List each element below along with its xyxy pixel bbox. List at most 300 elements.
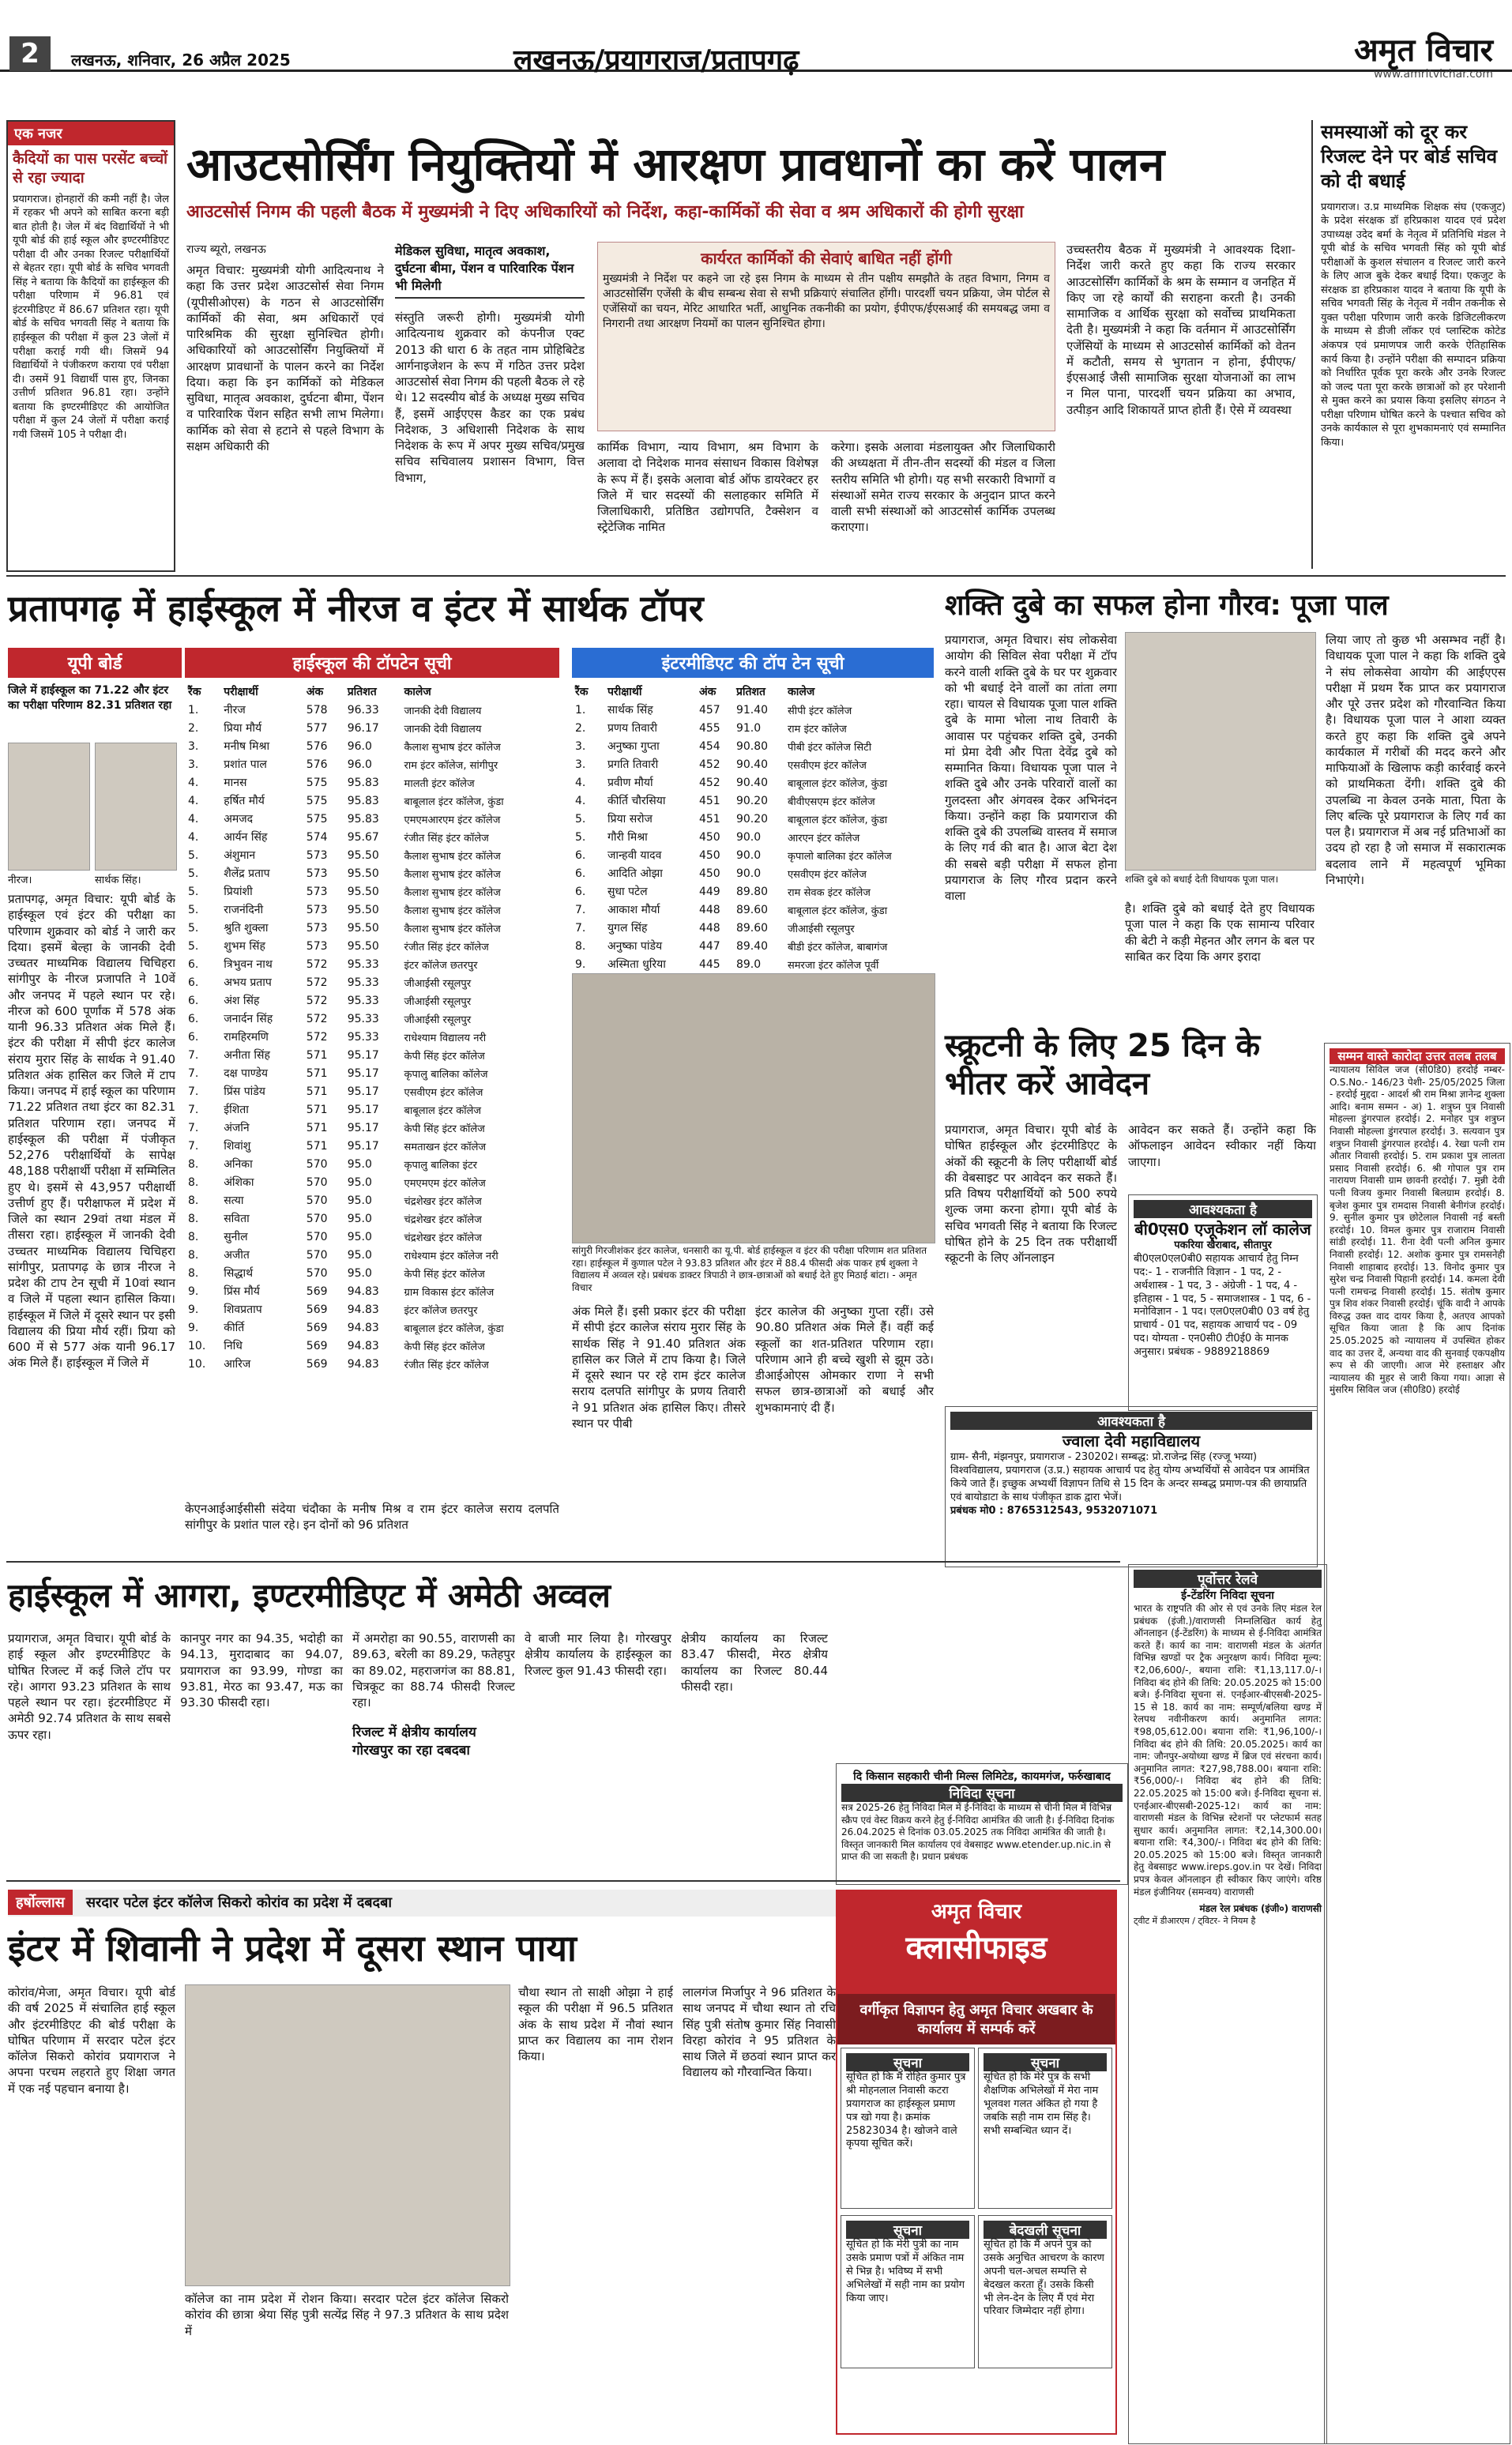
percent-cell: 95.0: [347, 1230, 372, 1243]
col-college: कालेज: [404, 686, 431, 698]
percent-cell: 95.33: [347, 1012, 379, 1025]
hs-row: [185, 1209, 559, 1228]
percent-cell: 94.83: [347, 1321, 379, 1334]
percent-cell: 95.50: [347, 848, 379, 862]
ad1-head: आवश्यकता है: [1134, 1200, 1312, 1218]
student-cell: अंजनि: [224, 1122, 250, 1134]
marks-cell: 569: [306, 1321, 328, 1334]
inter-row: [572, 737, 934, 755]
rank-cell: 3.: [575, 758, 586, 771]
group-photo-caption: सांगुरी गिरजीशंकर इंटर कालेज, धनसारी का यू.पी. बोर्ड हाईस्कूल व इंटर की परीक्षा परिणाम शत प्रतिशत रहा। हाईस्कूल में कुणाल पटेल ने 93.83 प्रतिशत और इंटर में 88.4 फीसदी अंक पाकर हर्ष शुक्ला ने विद्यालय में अव्वल रहे। प्रबंधक डाक्टर त्रिपाठी ने छात्र-छात्राओं को बधाई देते हुए मिठाई बांटा। - अमृत विचार: [572, 1245, 927, 1293]
rank-cell: 6.: [575, 848, 586, 862]
hs-row: [185, 991, 559, 1010]
student-cell: अस्मिता धुरिया: [607, 958, 666, 971]
rank-cell: 1.: [188, 703, 199, 717]
shakti-headline: शक्ति दुबे का सफल होना गौरव: पूजा पाल: [945, 589, 1389, 622]
percent-cell: 95.50: [347, 885, 379, 898]
marks-cell: 452: [698, 776, 720, 789]
marks-cell: 571: [306, 1103, 328, 1116]
marks-cell: 578: [306, 703, 328, 717]
lead-headline: आउटसोर्सिंग नियुक्तियों में आरक्षण प्रावधानों का करें पालन: [186, 137, 1165, 191]
college-cell: चंद्रशेखर इंटर कॉलेज: [404, 1232, 482, 1244]
rank-cell: 2.: [188, 721, 199, 735]
student-cell: मानस: [224, 777, 247, 789]
percent-cell: 94.83: [347, 1303, 379, 1316]
hs-row: [185, 701, 559, 719]
college-cell: बाबूलाल इंटर कॉलेज, कुंडा: [787, 777, 888, 790]
inter-row: [572, 773, 934, 792]
college-cell: राम इंटर कॉलेज: [787, 723, 847, 735]
student-cell: सुधा पटेल: [607, 886, 648, 898]
sugar-body: सत्र 2025-26 हेतु निविदा मिल में ई-निविदा के माध्यम से चीनी मिल में विभिन्न स्क्रैप एवं वेस्ट विक्रय करने हेतु ई-निविदा आमंत्रित की जाती है। ई-निविदा दिनांक 26.04.2025 से दिनांक 03.05.2025 तक निविदा आमंत्रित की जाती है। विस्तृत जानकारी मिल कार्यालय एवं वेबसाइट www.etender.up.nic.in से प्राप्त की जा सकती है। प्रधान प्रबंधक: [841, 1802, 1115, 1863]
rank-cell: 7.: [188, 1121, 199, 1134]
college-cell: मालती इंटर कॉलेज: [404, 777, 475, 790]
college-cell: कैलाश सुभाष इंटर कॉलेज: [404, 741, 501, 754]
agra-body-1: प्रयागराज, अमृत विचार। यूपी बोर्ड के हाई स्कूल और इण्टरमीडिएट के घोषित रिजल्ट में कई जिले टॉप पर रहे। आगरा 93.23 प्रतिशत के साथ पहले स्थान पर रहा। इंटरमीडिएट में अमेठी 92.74 प्रतिशत के साथ सबसे ऊपर रहा।: [8, 1631, 171, 1742]
inter-toppers-table: [572, 648, 934, 1010]
inter-row: [572, 719, 934, 737]
brand-url[interactable]: www.amritvichar.com: [1373, 68, 1493, 81]
student-cell: अनुष्का गुप्ता: [607, 740, 660, 753]
hs-row: [185, 1246, 559, 1264]
koraon-strap: सरदार पटेल इंटर कॉलेज सिकरो कोरांव का प्रदेश में दबदबा: [85, 1894, 393, 1911]
college-cell: एसवीएम इंटर कॉलेज: [787, 759, 867, 772]
percent-cell: 95.33: [347, 957, 379, 971]
hs-row: [185, 828, 559, 846]
agra-headline: हाईस्कूल में आगरा, इण्टरमीडिएट में अमेठी अव्वल: [8, 1576, 611, 1615]
hs-row: [185, 973, 559, 991]
bedakhali-notice: [978, 2215, 1112, 2368]
college-cell: बाबूलाल इंटर कॉलेज, कुंडा: [404, 1322, 504, 1335]
scrutiny-body-1: प्रयागराज, अमृत विचार। यूपी बोर्ड के घोषित हाईस्कूल और इंटरमीडिएट के अंकों की स्क्रूटनी के लिए परीक्षार्थी बोर्ड की वेबसाइट पर आवेदन कर सकते हैं। प्रति विषय परीक्षार्थियों को 500 रुपये शुल्क जमा करना होगा। यूपी बोर्ड के सचिव भगवती सिंह ने बताया कि रिजल्ट घोषित होने के 25 दिन तक परीक्षार्थी स्क्रूटनी के लिए ऑनलाइन: [945, 1123, 1117, 1265]
marks-cell: 569: [306, 1285, 328, 1298]
rank-cell: 6.: [188, 976, 199, 989]
marks-cell: 451: [698, 812, 720, 826]
student-cell: गौरी मिश्रा: [607, 831, 648, 844]
student-cell: शुभम सिंह: [224, 940, 265, 953]
rank-cell: 8.: [575, 939, 586, 953]
classified-section: [836, 1890, 1117, 2435]
percent-cell: 95.0: [347, 1157, 372, 1171]
percent-cell: 90.0: [735, 830, 762, 844]
col-marks: अंक: [306, 686, 324, 698]
hs-table-header: [185, 683, 559, 701]
rank-cell: 5.: [188, 867, 199, 880]
shakti-photo: [1125, 632, 1316, 871]
student-cell: कीर्ति चौरसिया: [607, 795, 666, 807]
student-cell: त्रिभुवन नाथ: [224, 958, 273, 971]
student-cell: सविता: [224, 1213, 250, 1225]
ek-nazar-headline: कैदियों का पास परसेंट बच्चों से रहा ज्यादा: [13, 150, 168, 186]
student-photo-neeraj: [8, 743, 90, 871]
student-cell: प्रगति तिवारी: [607, 758, 659, 771]
col-percent: प्रतिशत: [347, 686, 377, 698]
college-cell: कैलाश सुभाष इंटर कॉलेज: [404, 905, 501, 917]
college-cell: केपी सिंह इंटर कॉलेज: [404, 1268, 485, 1281]
college-cell: केपी सिंह इंटर कॉलेज: [404, 1341, 485, 1353]
percent-cell: 95.0: [347, 1175, 372, 1189]
rank-cell: 4.: [575, 794, 586, 807]
college-cell: एमएमएम इंटर कॉलेज: [404, 1177, 486, 1190]
percent-cell: 95.33: [347, 994, 379, 1007]
student-cell: अनीता सिंह: [224, 1049, 270, 1062]
percent-cell: 90.0: [735, 848, 762, 862]
student-cell: प्रिंस मौर्य: [224, 1285, 260, 1298]
rank-cell: 3.: [575, 739, 586, 753]
hs-row: [185, 846, 559, 864]
student-cell: प्रशांत पाल: [224, 758, 267, 771]
agra-body-4: वे बाजी मार लिया है। गोरखपुर क्षेत्रीय कार्यालय के हाईस्कूल का रिजल्ट कुल 91.43 फीसदी रहा।: [525, 1631, 671, 1678]
col-percent: प्रतिशत: [735, 686, 766, 698]
hs-row: [185, 1100, 559, 1119]
rank-cell: 5.: [188, 921, 199, 935]
inter-row: [572, 955, 934, 973]
rank-cell: 6.: [188, 1030, 199, 1044]
suchna-3-body: सूचित हो कि मेरी पुत्री का नाम उसके प्रमाण पत्रों में अंकित नाम से भिन्न है। भविष्य में सभी अभिलेखों में सही नाम का प्रयोग किया जाए।: [846, 2239, 965, 2304]
marks-cell: 572: [306, 1012, 328, 1025]
college-cell: चंद्रशेखर इंटर कॉलेज: [404, 1213, 482, 1226]
college-cell: कैलाश सुभाष इंटर कॉलेज: [404, 923, 501, 935]
rank-cell: 8.: [188, 1230, 199, 1243]
percent-cell: 95.50: [347, 903, 379, 916]
pratapgarh-mid-col-1: अंक मिले हैं। इसी प्रकार इंटर की परीक्षा में सीपी इंटर कालेज संराय मुरार सिंह के सार्थक सिंह ने 91.40 प्रतिशत अंक हासिल कर जिले में टाप किया है। जिले में दूसरे स्थान पर रहे राम इंटर कालेज सराय दलपति सांगीपुर के प्रणय तिवारी ने 91 प्रतिशत अंक हासिल किए। तीसरे स्थान पर पीबी: [572, 1304, 746, 1431]
marks-cell: 575: [306, 794, 328, 807]
percent-cell: 95.17: [347, 1139, 379, 1153]
rank-cell: 5.: [575, 812, 586, 826]
student-cell: अंश सिंह: [224, 995, 260, 1007]
suchna-1-body: सूचित हो कि मैं रोहित कुमार पुत्र श्री मोहनलाल निवासी कटरा प्रयागराज का हाईस्कूल प्रमाण पत्र खो गया है। क्रमांक 25823034 है। खोजने वाले कृपया सूचित करें।: [846, 2071, 966, 2150]
ek-nazar-label: एक नजर: [8, 122, 174, 145]
marks-cell: 452: [698, 758, 720, 771]
shakti-body-2: है। शक्ति दुबे को बधाई देते हुए विधायक पूजा पाल ने कहा कि एक सामान्य परिवार की बेटी ने कड़ी मेहनत और लगन के बल पर साबित कर दिया कि अगर इरादा: [1125, 901, 1315, 964]
rank-cell: 9.: [575, 957, 586, 971]
rank-cell: 10.: [188, 1357, 206, 1371]
rank-cell: 7.: [188, 1066, 199, 1080]
marks-cell: 449: [698, 885, 720, 898]
sammon-body: न्यायालय सिविल जज (सी0डि0) हरदोई नम्बर- O.S.No.- 146/23 पेशी- 25/05/2025 जिला - हरदोई मुद्ददा - आदर्श श्री राम मिश्रा ज्ञानेन्द्र शुक्ला आदि। बनाम सम्मन - अ) 1. शत्रुघ्न पुत्र निवासी मोहल्ला डुंगरपाल हरदोई। 2. मनोहर पुत्र शत्रुघ्न निवासी मोहल्ला डुंगरपाल हरदोई। 3. सत्यवान पुत्र शत्रुघ्न निवासी डुंगरपाल हरदोई। 4. रेखा पत्नी राम औतार निवासी हरदोई। 5. राम प्रकाश पुत्र लालता प्रसाद निवासी हरदोई। 6. श्री गोपाल पुत्र राम नारायण निवासी ग्राम छावनी हरदोई। 7. मुन्नी देवी पत्नी विजय कुमार निवासी बिलग्राम हरदोई। 8. बृजेश कुमार पुत्र रामदास निवासी बेनीगंज हरदोई। 9. सुनील कुमार पुत्र छोटेलाल निवासी नई बस्ती हरदोई। 10. विमल कुमार पुत्र राजाराम निवासी सांडी हरदोई। 11. रीना देवी पत्नी अनिल कुमार निवासी हरदोई। 12. अशोक कुमार पुत्र रामसनेही निवासी शाहाबाद हरदोई। 13. विनोद कुमार पुत्र सुरेश चन्द्र निवासी पिहानी हरदोई। 14. कमला देवी पत्नी रामचन्द्र निवासी हरदोई। 15. संतोष कुमार पुत्र शिव शंकर निवासी हरदोई। चूंकि वादी ने आपके विरुद्ध उक्त वाद दायर किया है, अतएव आपको सूचित किया जाता है कि आप दिनांक 25.05.2025 को न्यायालय में उपस्थित होकर वाद का उत्तर दें, अन्यथा वाद की सुनवाई एकपक्षीय रूप से की जाएगी। आज मेरे हस्ताक्षर और न्यायालय की मुहर से जारी किया गया। आज्ञा से मुंसरिम सिविल जज (सी0डि0) हरदोई: [1330, 1064, 1505, 1396]
percent-cell: 89.60: [735, 903, 769, 916]
college-cell: आरएन इंटर कॉलेज: [787, 832, 860, 844]
college-cell: राधेश्याम विद्यालय नरी: [404, 1032, 487, 1044]
college-cell: बाबूलाल इंटर कॉलेज, कुंडा: [404, 796, 504, 808]
inter-row: [572, 919, 934, 937]
rank-cell: 2.: [575, 721, 586, 735]
hs-row: [185, 1300, 559, 1318]
student-cell: आकाश मौर्या: [607, 904, 660, 916]
rank-cell: 10.: [188, 1339, 206, 1352]
hs-row: [185, 810, 559, 828]
rank-cell: 9.: [188, 1303, 199, 1316]
caption-neeraj: नीरज।: [8, 875, 32, 886]
college-cell: जीआईसी रसूलपुर: [404, 977, 472, 990]
rank-cell: 7.: [188, 1048, 199, 1062]
marks-cell: 573: [306, 867, 328, 880]
marks-cell: 450: [698, 848, 720, 862]
percent-cell: 95.83: [347, 812, 379, 826]
percent-cell: 94.83: [347, 1285, 379, 1298]
koraon-photo: [185, 1984, 510, 2286]
inter-table-title: इंटरमीडिएट की टॉप टेन सूची: [572, 648, 934, 678]
suchna-1-head: सूचना: [846, 2053, 969, 2071]
college-cell: जीआईसी रसूलपुर: [404, 1014, 472, 1026]
hs-row: [185, 792, 559, 810]
marks-cell: 450: [698, 830, 720, 844]
college-cell: एमएमआरएम इंटर कॉलेज: [404, 814, 501, 826]
lead-col-4: करेगा। इसके अलावा मंडलायुक्त और जिलाधिकारी की अध्यक्षता में तीन-तीन सदस्यों की मंडल व जिला स्तरीय समिति भी होगी। यह सभी सरकारी विभागों व संस्थाओं समेत राज्य सरकार के अनुदान प्राप्त करने वाली सभी संस्थाओं को आउटसोर्स कार्मिक उपलब्ध कराएगा।: [831, 440, 1055, 535]
rank-cell: 6.: [575, 867, 586, 880]
inter-row: [572, 901, 934, 919]
marks-cell: 451: [698, 794, 720, 807]
marks-cell: 575: [306, 776, 328, 789]
marks-cell: 448: [698, 921, 720, 935]
koraon-headline: इंटर में शिवानी ने प्रदेश में दूसरा स्थान पाया: [8, 1927, 577, 1969]
hs-row: [185, 1264, 559, 1282]
student-cell: शैलेंद्र प्रताप: [224, 867, 270, 880]
hs-row: [185, 882, 559, 901]
marks-cell: 572: [306, 994, 328, 1007]
lead-col-5: उच्चस्तरीय बैठक में मुख्यमंत्री ने आवश्यक दिशा-निर्देश जारी करते हुए कहा कि राज्य सरकार आउटसोर्सिंग कार्मिकों के श्रम के सम्मान व जनहित में किए जा रहे कार्यों की सराहना करती है। उनकी सामाजिक व आर्थिक सुरक्षा को सर्वोच्च प्राथमिकता देती है। मुख्यमंत्री ने कहा कि वर्तमान में आउटसोर्सिंग एजेंसियों के माध्यम से आउटसोर्स कार्मिकों को वेतन में कटौती, समय से भुगतान न होना, ईपीएफ/ईएसआई जैसी सामाजिक सुरक्षा योजनाओं का लाभ न मिल पाना, पारदर्शी चयन प्रक्रिया का अभाव, उत्पीड़न आदि शिकायतें प्राप्त होती हैं। ऐसे में व्यवस्था: [1066, 243, 1296, 417]
rank-cell: 9.: [188, 1285, 199, 1298]
divider: [6, 1561, 1120, 1563]
classified-banner: वर्गीकृत विज्ञापन हेतु अमृत विचार अखबार के कार्यालय में सम्पर्क करें: [837, 1994, 1115, 2044]
shakti-photo-caption: शक्ति दुबे को बधाई देती विधायक पूजा पाल।: [1125, 874, 1279, 885]
rank-cell: 5.: [188, 903, 199, 916]
marks-cell: 569: [306, 1303, 328, 1316]
lead-subheadline: आउटसोर्स निगम की पहली बैठक में मुख्यमंत्री ने दिए अधिकारियों को निर्देश, कहा-कार्मिकों की सेवा व श्रम अधिकारों की होगी सुरक्षा: [186, 202, 1024, 222]
college-cell: समरजा इंटर कॉलेज पूर्वी: [787, 959, 879, 972]
scrutiny-headline: स्क्रूटनी के लिए 25 दिन के भीतर करें आवेदन: [945, 1028, 1261, 1102]
student-cell: प्रणय तिवारी: [607, 722, 657, 735]
rank-cell: 8.: [188, 1194, 199, 1207]
hs-row: [185, 901, 559, 919]
scrutiny-body-2: आवेदन कर सकते हैं। उन्होंने कहा कि ऑफलाइन आवेदन स्वीकार नहीं किया जाएगा।: [1128, 1123, 1316, 1169]
student-cell: शिवप्रताप: [224, 1303, 262, 1316]
hs-row: [185, 1355, 559, 1373]
inter-row: [572, 828, 934, 846]
ad2-body: ग्राम- सैनी, मंझनपुर, प्रयागराज - 230202। सम्बद्ध: प्रो.राजेन्द्र सिंह (रज्जू भय्या) विश्वविद्यालय, प्रयागराज (उ.प्र.) सहायक आचार्य पद हेतु योग्य अभ्यर्थियों से आवेदन पत्र आमंत्रित किये जाते हैं। इच्छुक अभ्यर्थी विज्ञापन तिथि से 15 दिन के अन्दर सम्बद्ध प्रमाण-पत्र की छायाप्रति एवं बायोडाटा के साथ पंजीकृत डाक द्वारा भेजें।: [950, 1451, 1310, 1503]
college-cell: जानकी देवी विद्यालय: [404, 723, 482, 735]
student-cell: प्रियांशी: [224, 886, 253, 898]
college-cell: चंद्रशेखर इंटर कॉलेज: [404, 1195, 482, 1208]
student-cell: शिवांशु: [224, 1140, 251, 1153]
college-cell: इंटर कॉलेज छतरपुर: [404, 1304, 478, 1317]
marks-cell: 576: [306, 739, 328, 753]
shakti-body-1: प्रयागराज, अमृत विचार। संघ लोकसेवा आयोग की सिविल सेवा परीक्षा में टॉप करने वाली शक्ति दुबे के घर पर शुक्रवार को भी बधाई देने वालों का तांता लगा रहा। चायल से विधायक पूजा पाल शक्ति दुबे के मामा भोला नाथ तिवारी के आवास पर पहुंचकर शक्ति दुबे, उनकी मां प्रेमा देवी और पिता देवेंद्र दुबे को सम्मानित किया। विधायक पूजा पाल ने शक्ति दुबे और उनके परिवारों वालों का गुलदस्ता और अंगवस्त्र देकर अभिनंदन किया। उन्होंने कहा कि प्रयागराज की शक्ति दुबे की उपलब्धि वास्तव में समाज के लिए गर्व की बात है। आज बेटा देश की सबसे बड़ी परीक्षा में सफल होना प्रयागराज के लिए गौरव प्रदान करने वाला: [945, 633, 1117, 903]
percent-cell: 94.83: [347, 1357, 379, 1371]
rank-cell: 7.: [575, 903, 586, 916]
percent-cell: 95.0: [347, 1212, 372, 1225]
rank-cell: 8.: [188, 1248, 199, 1262]
percent-cell: 96.17: [347, 721, 379, 735]
hs-row: [185, 1191, 559, 1209]
rank-cell: 5.: [188, 848, 199, 862]
percent-cell: 95.50: [347, 867, 379, 880]
marks-cell: 570: [306, 1266, 328, 1280]
rail-body: भारत के राष्ट्रपति की ओर से एवं उनके लिए मंडल रेल प्रबंधक (इंजी.)/वाराणसी निम्नलिखित कार्य हेतु ऑनलाइन (ई-टेंडरिंग) के माध्यम से ई-निविदा आमंत्रित करते हैं। कार्य का नाम: वाराणसी मंडल के अंतर्गत विभिन्न खण्डों पर ट्रैक अनुरक्षण कार्य। निविदा मूल्य: ₹2,06,600/-, बयाना राशि: ₹1,13,117.0/-। निविदा बंद होने की तिथि: 20.05.2025 को 15:00 बजे। ई-निविदा सूचना सं. एनईआर-बीएसबी-2025-15 से 18. कार्य का नाम: सम्पूर्ण/बलिया खण्ड में रेलपथ नवीनीकरण कार्य। अनुमानित लागत: ₹98,05,612.00। बयाना राशि: ₹1,96,100/-। निविदा बंद होने की तिथि: 20.05.2025। कार्य का नाम: जौनपुर-अयोध्या खण्ड में ब्रिज एवं संरचना कार्य। अनुमानित लागत: ₹27,98,788.00। बयाना राशि: ₹56,000/-। निविदा बंद होने की तिथि: 22.05.2025 को 15:00 बजे। ई-निविदा सूचना सं. एनईआर-बीएसबी-2025-12। कार्य का नाम: वाराणसी मंडल के विभिन्न स्टेशनों पर प्लेटफार्म सतह सुधार कार्य। अनुमानित लागत: ₹2,14,300.00। बयाना राशि: ₹4,300/-। निविदा बंद होने की तिथि: 20.05.2025 को 15:00 बजे। विस्तृत जानकारी हेतु वेबसाइट www.ireps.gov.in पर देखें। निविदा प्रपत्र केवल ऑनलाइन ही स्वीकार किए जाएंगे। वरिष्ठ मंडल इंजीनियर (समन्वय) वाराणसी: [1134, 1603, 1322, 1898]
marks-cell: 571: [306, 1121, 328, 1134]
student-cell: मनीष मिश्रा: [224, 740, 270, 753]
rank-cell: 6.: [575, 885, 586, 898]
hs-row: [185, 1046, 559, 1064]
college-cell: पीबी इंटर कॉलेज सिटी: [787, 741, 872, 754]
college-cell: कैलाश सुभाष इंटर कॉलेज: [404, 850, 501, 863]
marks-cell: 571: [306, 1139, 328, 1153]
bedakhali-body: सूचित हो कि मैं अपने पुत्र को उसके अनुचित आचरण के कारण अपनी चल-अचल सम्पत्ति से बेदखल करता हूँ। उसके किसी भी लेन-देन के लिए मैं एवं मेरा परिवार जिम्मेदार नहीं होगा।: [984, 2239, 1104, 2318]
student-cell: निधि: [224, 1340, 243, 1352]
student-cell: प्रिया मौर्य: [224, 722, 262, 735]
rank-cell: 9.: [188, 1321, 199, 1334]
marks-cell: 573: [306, 885, 328, 898]
lead-callout: मेडिकल सुविधा, मातृत्व अवकाश, दुर्घटना बीमा, पेंशन व पारिवारिक पेंशन भी मिलेगी: [395, 242, 585, 299]
marks-cell: 573: [306, 939, 328, 953]
college-cell: रंजीत सिंह इंटर कॉलेज: [404, 941, 489, 954]
student-cell: जनार्दन सिंह: [224, 1013, 273, 1025]
percent-cell: 90.40: [735, 776, 769, 789]
suchna-2-head: सूचना: [984, 2053, 1107, 2071]
student-cell: आर्यन सिंह: [224, 831, 268, 844]
hs-row: [185, 737, 559, 755]
student-cell: सिद्धार्थ: [224, 1267, 254, 1280]
caption-sarthak: सार्थक सिंह।: [95, 875, 141, 886]
lead-sidebar-body: मुख्यमंत्री ने निर्देश पर कहने जा रहे इस निगम के माध्यम से तीन पक्षीय समझौते के तहत विभाग, निगम व आउटसोर्सिंग एजेंसी के बीच सम्बन्ध सेवा से सभी प्रक्रियाएं संचालित होंगी। पारदर्शी चयन प्रक्रिया, जेम पोर्टल से एजेंसियों का चयन, मेरिट आधारित भर्ती, आधुनिक तकनीकी का प्रयोग, ईपीएफ/ईएसआई की समयबद्ध जमा व निगरानी तथा आरक्षण नियमों का पालन सुनिश्चित होगा।: [603, 273, 1050, 330]
agra-body-5: क्षेत्रीय कार्यालय का रिजल्ट 83.47 फीसदी, मेरठ क्षेत्रीय कार्यालय का रिजल्ट 80.44 फीसदी रहा।: [681, 1631, 828, 1694]
koraon-caption: कॉलेज का नाम प्रदेश में रोशन किया। सरदार पटेल इंटर कॉलेज सिकरो कोरांव की छात्रा श्रेया सिंह पुत्री सत्येंद्र सिंह ने 97.3 प्रतिशत के साथ प्रदेश में: [185, 2292, 509, 2338]
college-cell: कैलाश सुभाष इंटर कॉलेज: [404, 886, 501, 899]
marks-cell: 572: [306, 976, 328, 989]
inter-row: [572, 701, 934, 719]
rank-cell: 8.: [188, 1157, 199, 1171]
marks-cell: 454: [698, 739, 720, 753]
rank-cell: 7.: [575, 921, 586, 935]
student-cell: अंशुमान: [224, 849, 256, 862]
college-cell: बाबूलाल इंटर कॉलेज, कुंडा: [787, 905, 888, 917]
marks-cell: 570: [306, 1230, 328, 1243]
rank-cell: 4.: [188, 830, 199, 844]
marks-cell: 572: [306, 957, 328, 971]
inter-row: [572, 810, 934, 828]
pratapgarh-headline: प्रतापगढ़ में हाईस्कूल में नीरज व इंटर में सार्थक टॉपर: [8, 587, 704, 630]
percent-cell: 95.33: [347, 976, 379, 989]
ad-bs-education: [1128, 1194, 1318, 1411]
rank-cell: 5.: [188, 939, 199, 953]
rank-cell: 7.: [188, 1139, 199, 1153]
percent-cell: 95.17: [347, 1103, 379, 1116]
lead-byline: राज्य ब्यूरो, लखनऊ: [186, 243, 266, 256]
student-cell: अंशिका: [224, 1176, 254, 1189]
marks-cell: 445: [698, 957, 720, 971]
hs-row: [185, 1064, 559, 1082]
percent-cell: 95.50: [347, 939, 379, 953]
section-title: लखनऊ/प्रयागराज/प्रतापगढ़: [513, 44, 799, 77]
brand-logo: अमृत विचार: [1354, 32, 1493, 69]
rail-head: पूर्वोत्तर रेलवे: [1134, 1570, 1322, 1588]
board-box: [8, 648, 182, 713]
student-cell: सुनील: [224, 1231, 248, 1243]
rail-bottom: ट्वीट में डीआरएम / ट्विटर- ने नियम है: [1134, 1915, 1256, 1926]
rank-cell: 6.: [188, 994, 199, 1007]
hs-toppers-table: [185, 648, 559, 1373]
marks-cell: 570: [306, 1175, 328, 1189]
hs-row: [185, 1282, 559, 1300]
suchna-1: [841, 2048, 975, 2209]
ad2-org: ज्वाला देवी महाविद्यालय: [1062, 1431, 1201, 1450]
pratapgarh-mid-col-2: इंटर कालेज की अनुष्का गुप्ता रहीं। उसे 90.80 प्रतिशत अंक मिले हैं। वहीं कई स्कूलों का शत-प्रतिशत परिणाम रहा। परिणाम आने ही बच्चे खुशी से झूम उठे। डीआईओएस ओमकार राणा ने सभी सफल छात्र-छात्राओं को बधाई और शुभकामनाएं दी हैं।: [755, 1304, 934, 1415]
percent-cell: 94.83: [347, 1339, 379, 1352]
student-cell: आदिति ओझा: [607, 867, 663, 880]
rank-cell: 4.: [188, 794, 199, 807]
marks-cell: 577: [306, 721, 328, 735]
board-label: यूपी बोर्ड: [8, 648, 182, 678]
suchna-3-head: सूचना: [846, 2221, 969, 2239]
percent-cell: 95.0: [347, 1266, 372, 1280]
koraon-body-3: चौथा स्थान तो साक्षी ओझा ने हाई स्कूल की परीक्षा में 96.5 प्रतिशत अंक के साथ प्रदेश में नौवां स्थान प्राप्त कर विद्यालय का नाम रोशन किया।: [518, 1985, 673, 2063]
suchna-2: [978, 2048, 1112, 2209]
divider: [6, 1880, 1120, 1882]
ad2-head: आवश्यकता है: [950, 1412, 1312, 1430]
pass-note: जिले में हाईस्कूल का 71.22 और इंटर का परीक्षा परिणाम 82.31 प्रतिशत रहा: [8, 684, 172, 712]
pratapgarh-body: प्रतापगढ़, अमृत विचार: यूपी बोर्ड के हाईस्कूल एवं इंटर की परीक्षा का परिणाम शुक्रवार को बोर्ड ने जारी कर दिया। इसमें बेल्हा के जानकी देवी उच्चतर माध्यमिक विद्यालय चिचिहरा सांगीपुर के नीरज प्रजापति ने 10वें और जनपद में पहले स्थान पर रहे। नीरज को 600 पूर्णांक में 578 अंक यानी 96.33 प्रतिशत अंक मिले हैं। इंटर की परीक्षा में सीपी इंटर कालेज संराय मुरार सिंह के सार्थक ने 91.40 प्रतिशत अंक हासिल कर जिले में टाप किया। जनपद में हाई स्कूल का परिणाम 71.22 प्रतिशत तथा इंटर का 82.31 प्रतिशत परिणाम रहा। जनपद में हाईस्कूल की परीक्षा में पंजीकृत 52,276 परीक्षार्थियों के सापेक्ष 48,188 परीक्षार्थी परीक्षा में सम्मिलित हुए थे। इसमें से 43,957 परीक्षार्थी उत्तीर्ण हुए हैं। परीक्षाफल में प्रदेश में जिले का स्थान 29वां तथा मंडल में तीसरा रहा। हाईस्कूल में जानकी देवी उच्चतर माध्यमिक विद्यालय चिचिहरा सांगीपुर, प्रतापगढ़ के छात्र नीरज ने प्रदेश की टाप टेन सूची में 10वां स्थान व जिले में पहला स्थान हासिल किया। हाईस्कूल में जिले में दूसरे स्थान पर इसी विद्यालय की प्रिया मौर्य रहीं। प्रिया को 600 में से 577 अंक यानी 96.17 अंक मिले हैं। हाईस्कूल में जिले में: [8, 892, 175, 1371]
rank-cell: 5.: [188, 885, 199, 898]
bedakhali-head: बेदखली सूचना: [984, 2221, 1107, 2239]
hs-row: [185, 1119, 559, 1137]
right-top-story: [1311, 120, 1506, 569]
college-cell: रंजीत सिंह इंटर कॉलेज: [404, 832, 489, 844]
hs-row: [185, 1155, 559, 1173]
hs-row: [185, 1228, 559, 1246]
lead-col-2: संस्तुति जरूरी होगी। मुख्यमंत्री योगी आदित्यनाथ शुक्रवार को कंपनीज एक्ट 2013 की धारा 6 के तहत नाम प्रोहिबिटेड आर्गनाइजेशन के रूप में गठित उत्तर प्रदेश आउटसोर्स सेवा निगम की पहली बैठक ले रहे थे। 12 सदस्यीय बोर्ड के अध्यक्ष मुख्य सचिव हैं, इसमें आईएएस कैडर का एक प्रबंध निदेशक, 3 अधिशासी निदेशक के साथ निदेशक के रूप में अपर मुख्य सचिव/प्रमुख सचिव सचिवालय प्रशासन विभाग, वित्त विभाग,: [395, 310, 585, 485]
student-cell: सत्या: [224, 1194, 244, 1207]
student-photo-sarthak: [95, 743, 177, 871]
sammon-head: सम्मन वास्ते कारोदा उत्तर तलब तलब: [1330, 1048, 1505, 1064]
hs-row: [185, 719, 559, 737]
marks-cell: 574: [306, 830, 328, 844]
marks-cell: 570: [306, 1248, 328, 1262]
marks-cell: 572: [306, 1030, 328, 1044]
sugar-head: दि किसान सहकारी चीनी मिल्स लिमिटेड, कायमगंज, फर्रुखाबाद: [853, 1770, 1111, 1783]
inter-row: [572, 882, 934, 901]
marks-cell: 457: [698, 703, 720, 717]
percent-cell: 95.17: [347, 1085, 379, 1098]
college-cell: बीवीएसएम इंटर कॉलेज: [787, 796, 875, 808]
college-cell: कृपालु बालिका कॉलेज: [404, 1068, 488, 1081]
inter-table-header: [572, 683, 934, 701]
percent-cell: 95.17: [347, 1121, 379, 1134]
marks-cell: 569: [306, 1357, 328, 1371]
hs-table-title: हाईस्कूल की टॉपटेन सूची: [185, 648, 559, 678]
sugar-mill-notice: [836, 1763, 1128, 1885]
hs-row: [185, 1028, 559, 1046]
ek-nazar-body: प्रयागराज। होनहारों की कमी नहीं है। जेल में रहकर भी अपने को साबित करना बड़ी बात होती है। जेल में बंद विद्यार्थियों ने भी यूपी बोर्ड की हाई स्कूल और इण्टरमीडिएट परीक्षा दी और उनका रिजल्ट परीक्षार्थियों से बेहतर रहा। यूपी बोर्ड के सचिव भगवती सिंह ने बताया कि कैदियों का हाईस्कूल की परीक्षा परिणाम में 96.81 एवं इंटरमीडिएट में 86.67 प्रतिशत रहा। यूपी बोर्ड के सचिव भगवती सिंह ने बताया कि हाईस्कूल की परीक्षा में कुल 23 जेलों में परीक्षा कराई गयी थी। जिसमें 94 विद्यार्थियों ने पंजीकरण कराया एवं परीक्षा दी। उसमें 91 विद्यार्थी पास हुए, जिनका उत्तीर्ण प्रतिशत 96.81 रहा। उन्होंने बताया कि इण्टरमीडिएट की आयोजित परीक्षा में कुल 24 जेलों में परीक्षा कराई गयी जिसमें 105 ने परीक्षा दी।: [13, 193, 169, 441]
marks-cell: 570: [306, 1212, 328, 1225]
hs-row: [185, 1082, 559, 1100]
college-cell: सीपी इंटर कॉलेज: [787, 705, 852, 717]
page-number: 2: [9, 36, 51, 71]
percent-cell: 96.33: [347, 703, 379, 717]
marks-cell: 455: [698, 721, 720, 735]
marks-cell: 570: [306, 1157, 328, 1171]
percent-cell: 95.0: [347, 1248, 372, 1262]
sammon-notice: [1324, 1043, 1510, 2444]
hs-row: [185, 955, 559, 973]
suchna-2-body: सूचित हो कि मेरे पुत्र के सभी शैक्षणिक अभिलेखों में मेरा नाम भूलवश गलत अंकित हो गया है जबकि सही नाम राम सिंह है। सभी सम्बन्धित ध्यान दें।: [984, 2071, 1099, 2137]
student-cell: प्रिंस पांडेय: [224, 1085, 265, 1098]
marks-cell: 575: [306, 812, 328, 826]
student-cell: आरिज: [224, 1358, 251, 1371]
lead-sidebar-title: कार्यरत कार्मिकों की सेवाएं बाधित नहीं होंगी: [701, 249, 952, 268]
col-rank: रैंक: [575, 686, 589, 698]
koraon-body-1: कोरांव/मेजा, अमृत विचार। यूपी बोर्ड की वर्ष 2025 में संचालित हाई स्कूल और इंटरमीडिएट की बोर्ड परीक्षा के घोषित परिणाम में सरदार पटेल इंटर कॉलेज सिकरो कोरांव प्रयागराज ने अपना परचम लहराते हुए शिक्षा जगत में एक नई पहचान बनाया है।: [8, 1985, 175, 2096]
college-cell: राम सेवक इंटर कॉलेज: [787, 886, 871, 899]
